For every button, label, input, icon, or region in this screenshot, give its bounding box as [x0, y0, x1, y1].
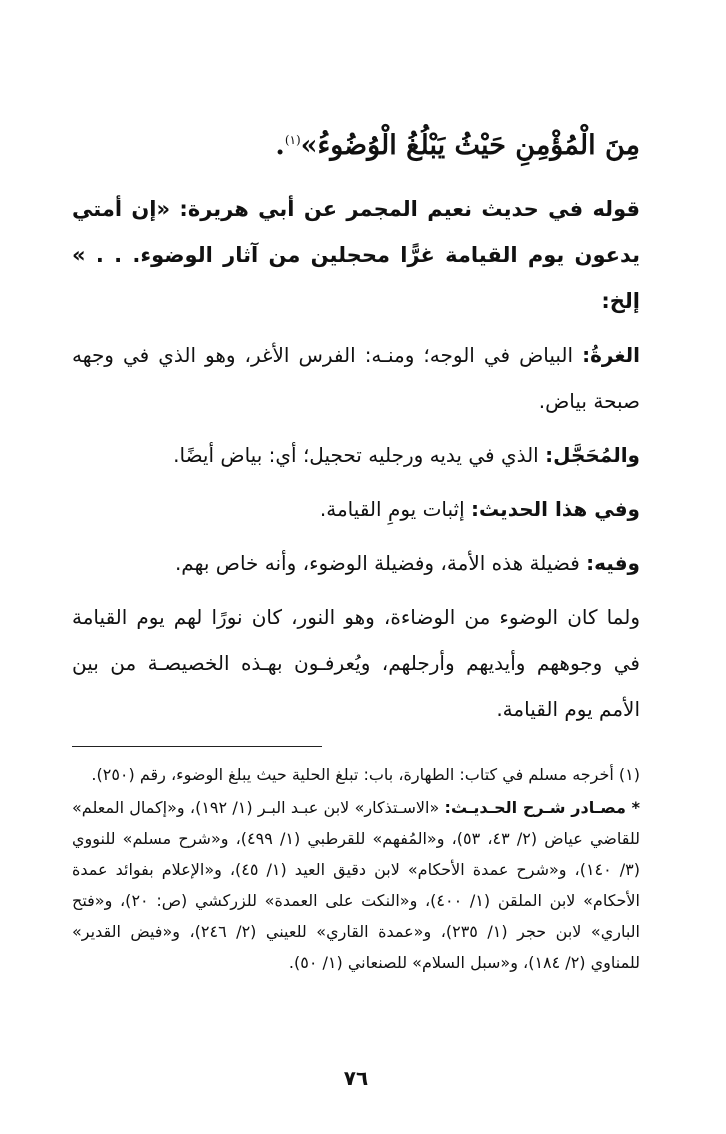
main-text: [72, 118, 640, 732]
paragraph-term: الغرةُ:: [582, 343, 640, 367]
footnote-sources-text: «الاسـتذكار» لابن عبـد البـر (١/ ١٩٢)، و«إكمال المعلم» للقاضي عياض (٢/ ٤٣، ٥٣)، و«المُفهم» للقرطبي (١/ ٤٩٩)، و«شرح مسلم» للنووي (٣/ ١٤٠)، و«شرح عمدة الأحكام» لابن دقيق العيد (١/ ٤٥)، و«الإعلام بفوائد عمدة الأحكام» لابن الملقن (١/ ٤٠٠)، و«النكت على العمدة» للزركشي (ص: ٢٠)، و«فتح الباري» لابن حجر (١/ ٢٣٥)، و«عمدة القاري» للعيني (٢/ ٢٤٦)، و«فيض القدير» للمناوي (٢/ ١٨٤)، و«سبل السلام» للصنعاني (١/ ٥٠).: [72, 798, 641, 972]
footnote-marker: (١): [284, 133, 301, 147]
paragraph-text: فضيلة هذه الأمة، وفضيلة الوضوء، وأنه خاص بهم.: [174, 551, 587, 575]
footnote-sources: [72, 792, 640, 978]
paragraph-term: والمُحَجَّل:: [545, 443, 640, 467]
paragraph: [72, 332, 640, 424]
hadith-verse: [72, 118, 640, 168]
paragraph-text: البياض في الوجه؛ ومنـه: الفرس الأغر، وهو الذي في وجهه صبحة بياض.: [72, 343, 640, 413]
paragraph: [72, 594, 640, 732]
footnote-1: (١) أخرجه مسلم في كتاب: الطهارة، باب: تبلغ الحلية حيث يبلغ الوضوء، رقم (٢٥٠).: [91, 765, 640, 784]
paragraph-term: وفي هذا الحديث:: [471, 497, 640, 521]
paragraph-term: وفيه:: [586, 551, 640, 575]
paragraph: [72, 486, 640, 532]
footnotes: [72, 759, 640, 978]
paragraph: [72, 432, 640, 478]
paragraph: [72, 540, 640, 586]
hadith-quote: قوله في حديث نعيم المجمر عن أبي هريرة: «إن أمتي يدعون يوم القيامة غرًّا محجلين من آثار الوضوء. . . » إلخ:: [72, 197, 640, 313]
footnote-divider: [72, 746, 322, 747]
book-page: [72, 118, 640, 1134]
hadith-verse-text: مِنَ الْمُؤْمِنِ حَيْثُ يَبْلُغُ الْوُضُوءُ»: [300, 130, 640, 161]
page-number: ٧٦: [343, 1066, 369, 1090]
paragraph-text: إثبات يومِ القيامة.: [319, 497, 472, 521]
paragraph-text: ولما كان الوضوء من الوضاءة، وهو النور، كان نورًا لهم يوم القيامة في وجوههم وأيديهم وأرجلهم، ويُعرفـون بهـذه الخصيصـة من بين الأمم يوم القيامة.: [72, 605, 640, 721]
paragraph-text: الذي في يديه ورجليه تحجيل؛ أي: بياض أيضًا.: [173, 443, 546, 467]
footnote-sources-title: * مصـادر شـرح الحـديـث:: [444, 798, 640, 817]
hadith-verse-end: .: [275, 130, 285, 161]
